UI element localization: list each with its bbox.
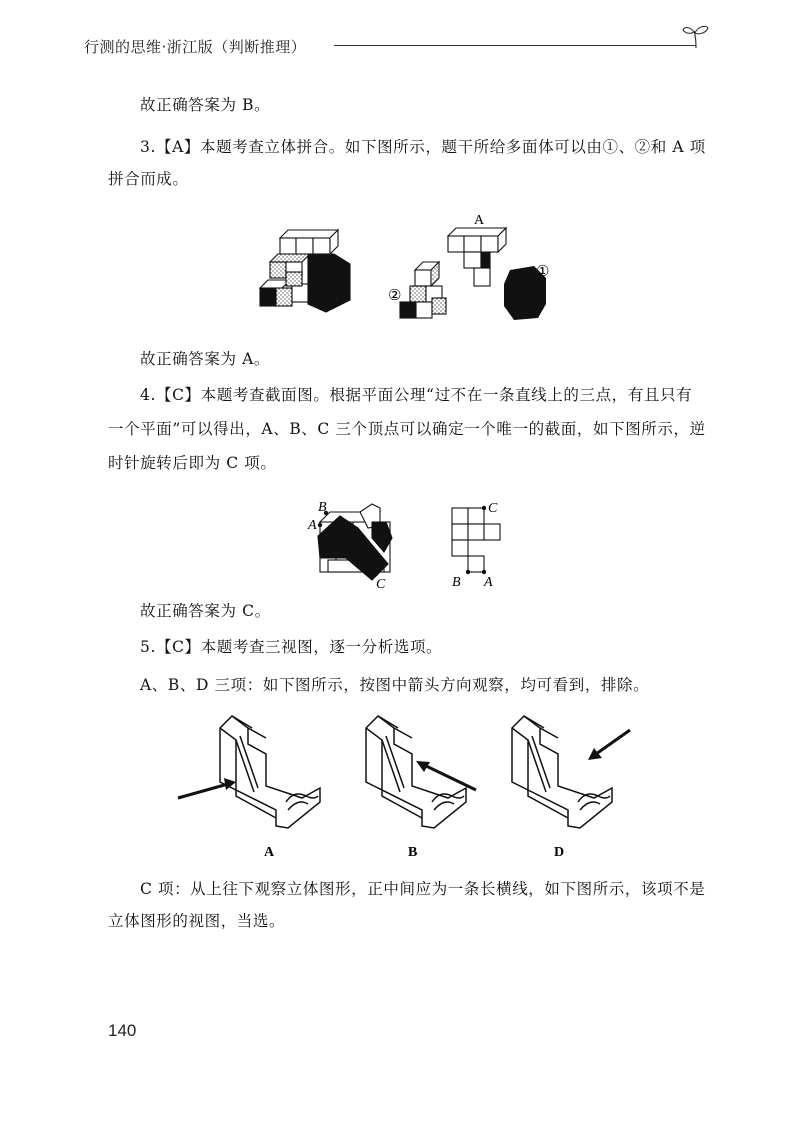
part-2: [400, 262, 446, 318]
q5-line-1: 5.【C】本题考查三视图，逐一分析选项。: [140, 638, 443, 656]
cube-net: [452, 508, 500, 572]
label-a: A: [308, 518, 317, 533]
caption-d: D: [554, 845, 565, 860]
caption-b: B: [408, 845, 418, 860]
q3-line-1: 3.【A】本题考查立体拼合。如下图所示，题干所给多面体可以由①、②和 A 项: [140, 138, 706, 156]
bracket-view-b: [366, 716, 466, 828]
sprout-icon: [680, 22, 712, 50]
q4-line-1: 4.【C】本题考查截面图。根据平面公理“过不在一条直线上的三点，有且只有: [140, 386, 693, 404]
net-label-c: C: [488, 501, 498, 516]
q5c-line-2: 立体图形的视图，当选。: [108, 912, 286, 930]
label-c: C: [376, 577, 386, 592]
q3-line-2: 拼合而成。: [108, 170, 189, 188]
label-part-1: ①: [536, 264, 550, 280]
q4-line-2: 一个平面”可以得出，A、B、C 三个顶点可以确定一个唯一的截面，如下图所示，逆: [108, 420, 706, 438]
answer-q4: 故正确答案为 C。: [140, 602, 271, 620]
arrow-a: [178, 784, 228, 798]
page-number: 140: [108, 1021, 137, 1040]
q5c-line-1: C 项：从上往下观察立体图形，正中间应为一条长横线，如下图所示，该项不是: [140, 880, 706, 898]
figure-q4-section: [300, 498, 520, 592]
answer-q2: 故正确答案为 B。: [140, 96, 271, 114]
net-label-a: A: [484, 575, 493, 590]
header-rule: [334, 45, 696, 46]
composite-solid: [260, 230, 350, 312]
q5-line-2: A、B、D 三项：如下图所示，按图中箭头方向观察，均可看到，排除。: [140, 676, 650, 694]
bracket-view-a: [220, 716, 320, 828]
net-label-b: B: [452, 575, 461, 590]
caption-a: A: [264, 845, 275, 860]
answer-q3: 故正确答案为 A。: [140, 350, 271, 368]
q4-line-3: 时针旋转后即为 C 项。: [108, 454, 277, 472]
cube-stack-with-section: [318, 504, 392, 580]
label-b: B: [318, 500, 327, 515]
label-part-a: A: [474, 213, 485, 228]
arrow-d: [596, 730, 630, 754]
arrow-b: [422, 764, 476, 790]
bracket-view-d: [512, 716, 612, 828]
part-a: [448, 228, 506, 286]
figure-q3-cube-assembly: [250, 208, 580, 338]
running-header: 行测的思维·浙江版（判断推理）: [84, 38, 307, 56]
figure-q5-views: [170, 706, 640, 866]
label-part-2: ②: [388, 288, 402, 304]
